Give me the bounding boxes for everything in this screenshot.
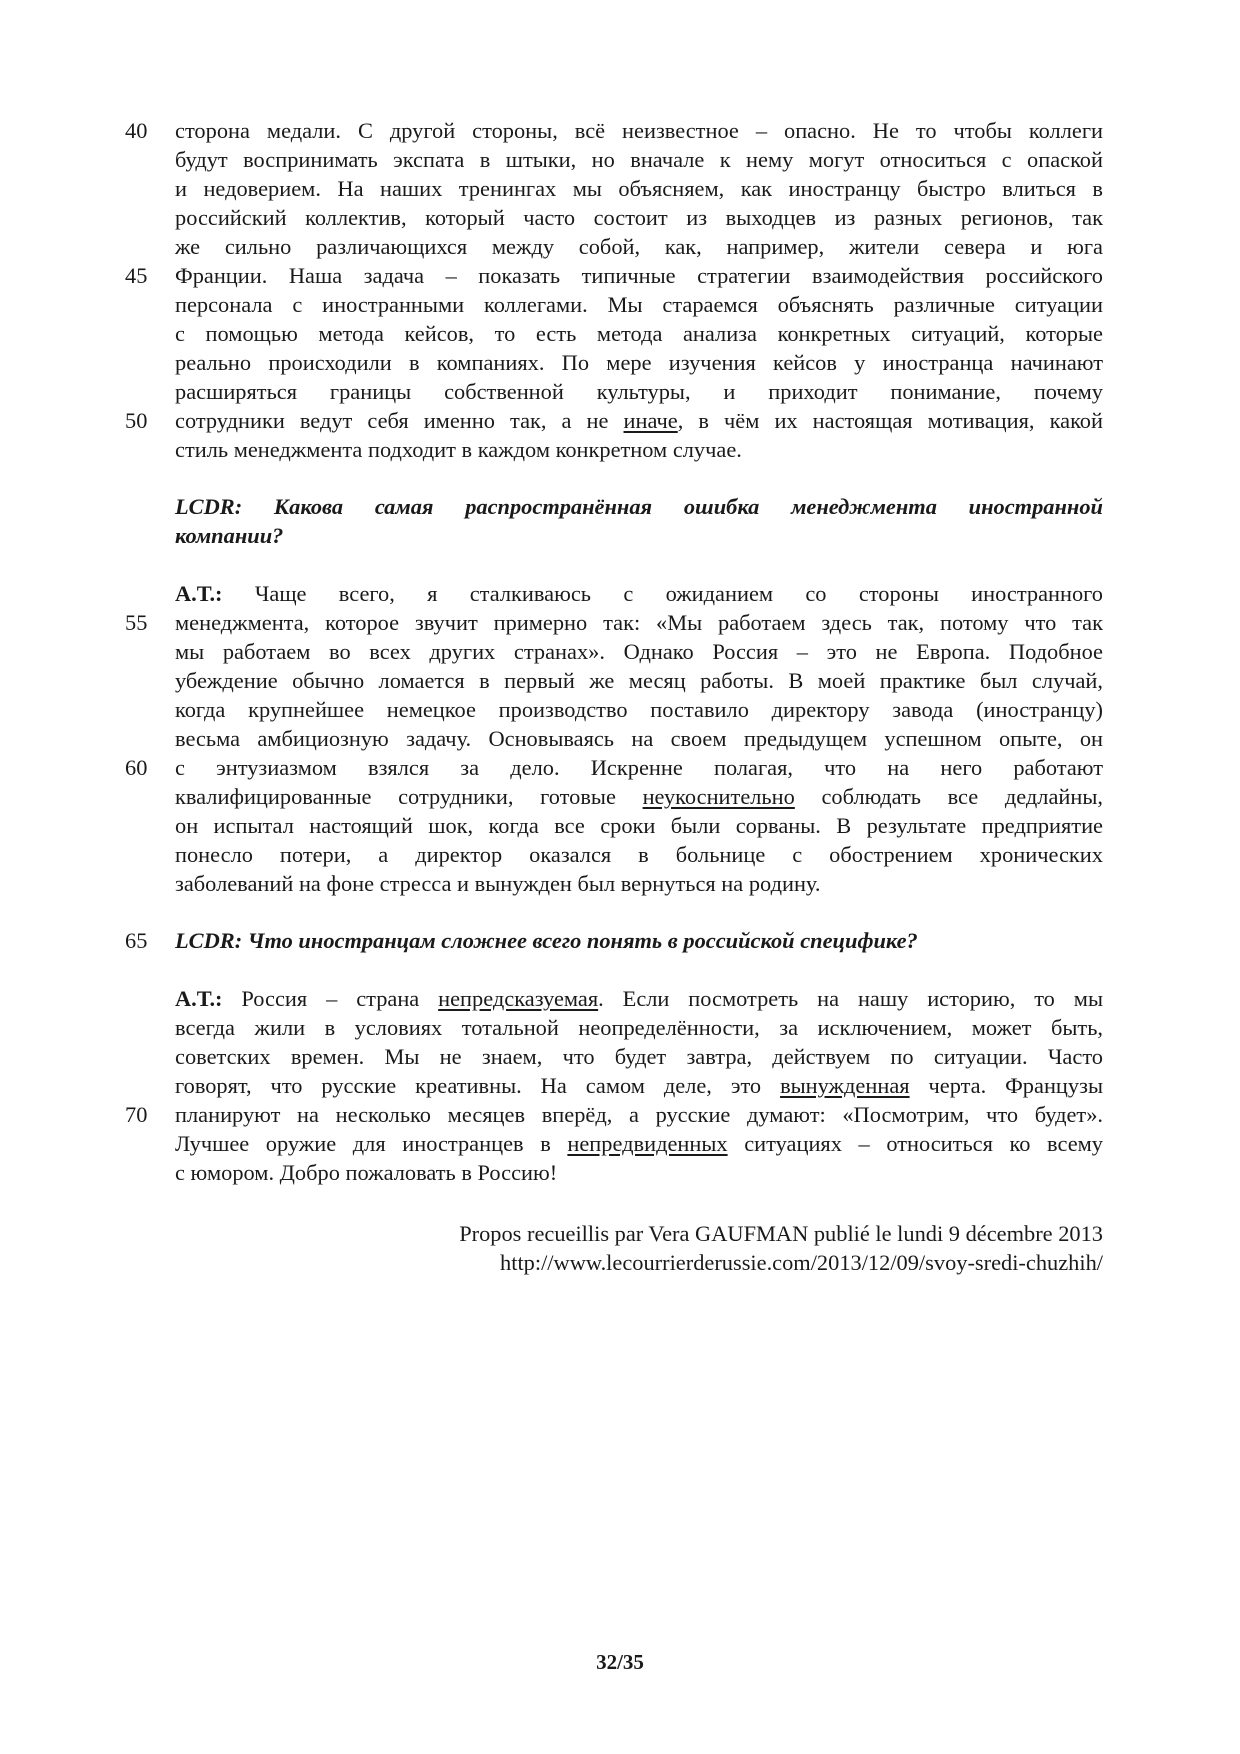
text-line: расширяться границы собственной культуры, и приходит понимание, почему bbox=[175, 379, 1103, 404]
line-number: 55 bbox=[125, 610, 148, 635]
text-line: всегда жили в условиях тотальной неопределённости, за исключением, может быть, bbox=[175, 1015, 1103, 1040]
line-number: 70 bbox=[125, 1102, 148, 1127]
interview-answer-1 bbox=[175, 579, 1103, 898]
line-number: 40 bbox=[125, 118, 148, 143]
text-line: сотрудники ведут себя именно так, а не иначе, в чём их настоящая мотивация, какой bbox=[175, 408, 1103, 433]
text-line: планируют на несколько месяцев вперёд, а русские думают: «Посмотрим, что будет». bbox=[175, 1102, 1103, 1127]
interview-question-2 bbox=[175, 926, 1103, 955]
source-attribution bbox=[459, 1219, 1103, 1277]
page-number: 32/35 bbox=[596, 1650, 644, 1674]
text-line: российский коллектив, который часто состоит из выходцев из разных регионов, так bbox=[175, 205, 1103, 230]
speaker-label: А.Т.: bbox=[175, 581, 223, 606]
text-line: реально происходили в компаниях. По мере изучения кейсов у иностранца начинают bbox=[175, 350, 1103, 375]
text-line: весьма амбициозную задачу. Основываясь на своем предыдущем успешном опыте, он bbox=[175, 726, 1103, 751]
text-line: и недоверием. На наших тренингах мы объясняем, как иностранцу быстро влиться в bbox=[175, 176, 1103, 201]
underlined-word: неукоснительно bbox=[642, 784, 795, 809]
text-line: квалифицированные сотрудники, готовые неукоснительно соблюдать все дедлайны, bbox=[175, 784, 1103, 809]
text-line: он испытал настоящий шок, когда все сроки были сорваны. В результате предприятие bbox=[175, 813, 1103, 838]
text-line: убеждение обычно ломается в первый же месяц работы. В моей практике был случай, bbox=[175, 668, 1103, 693]
text-line: же сильно различающихся между собой, как, например, жители севера и юга bbox=[175, 234, 1103, 259]
text-line: будут воспринимать экспата в штыки, но вначале к нему могут относиться с опаской bbox=[175, 147, 1103, 172]
source-url[interactable]: http://www.lecourrierderussie.com/2013/12/09/svoy-sredi-chuzhih/ bbox=[500, 1250, 1103, 1275]
line-number: 65 bbox=[125, 928, 148, 953]
interview-answer-2 bbox=[175, 984, 1103, 1187]
article-body bbox=[175, 116, 1103, 1187]
text-line: А.Т.: Россия – страна непредсказуемая. Если посмотреть на нашу историю, то мы bbox=[175, 986, 1103, 1011]
text-line: Франции. Наша задача – показать типичные стратегии взаимодействия российского bbox=[175, 263, 1103, 288]
speaker-label: А.Т.: bbox=[175, 986, 223, 1011]
underlined-word: непредвиденных bbox=[567, 1131, 728, 1156]
line-number: 60 bbox=[125, 755, 148, 780]
text-line: с юмором. Добро пожаловать в Россию! bbox=[175, 1160, 558, 1185]
text-line: советских времен. Мы не знаем, что будет завтра, действуем по ситуации. Часто bbox=[175, 1044, 1103, 1069]
text-line: стиль менеджмента подходит в каждом конкретном случае. bbox=[175, 437, 742, 462]
question-line: LCDR: Что иностранцам сложнее всего понять в российской специфике? bbox=[175, 928, 918, 953]
line-number: 45 bbox=[125, 263, 148, 288]
text-line: когда крупнейшее немецкое производство поставило директору завода (иностранцу) bbox=[175, 697, 1103, 722]
text-line: понесло потери, а директор оказался в больнице с обострением хронических bbox=[175, 842, 1103, 867]
line-number: 50 bbox=[125, 408, 148, 433]
interview-question-1 bbox=[175, 492, 1103, 550]
underlined-word: непредсказуемая bbox=[438, 986, 599, 1011]
text-line: Лучшее оружие для иностранцев в непредвиденных ситуациях – относиться ко всему bbox=[175, 1131, 1103, 1156]
underlined-word: вынужденная bbox=[780, 1073, 910, 1098]
text-line: мы работаем во всех других странах». Однако Россия – это не Европа. Подобное bbox=[175, 639, 1103, 664]
text-line: сторона медали. С другой стороны, всё неизвестное – опасно. Не то чтобы коллеги bbox=[175, 118, 1103, 143]
text-line: с помощью метода кейсов, то есть метода анализа конкретных ситуаций, которые bbox=[175, 321, 1103, 346]
text-line: персонала с иностранными коллегами. Мы стараемся объяснять различные ситуации bbox=[175, 292, 1103, 317]
question-line: компании? bbox=[175, 523, 284, 548]
text-line: менеджмента, которое звучит примерно так: «Мы работаем здесь так, потому что так bbox=[175, 610, 1103, 635]
question-line: LCDR: Какова самая распространённая ошибка менеджмента иностранной bbox=[175, 494, 1103, 519]
text-line: говорят, что русские креативны. На самом деле, это вынужденная черта. Французы bbox=[175, 1073, 1103, 1098]
text-line: А.Т.: Чаще всего, я сталкиваюсь с ожиданием со стороны иностранного bbox=[175, 581, 1103, 606]
paragraph-1 bbox=[175, 116, 1103, 464]
source-credit: Propos recueillis par Vera GAUFMAN publié le lundi 9 décembre 2013 bbox=[459, 1221, 1103, 1246]
text-line: с энтузиазмом взялся за дело. Искренне полагая, что на него работают bbox=[175, 755, 1103, 780]
text-line: заболеваний на фоне стресса и вынужден был вернуться на родину. bbox=[175, 871, 821, 896]
underlined-word: иначе bbox=[623, 408, 678, 433]
